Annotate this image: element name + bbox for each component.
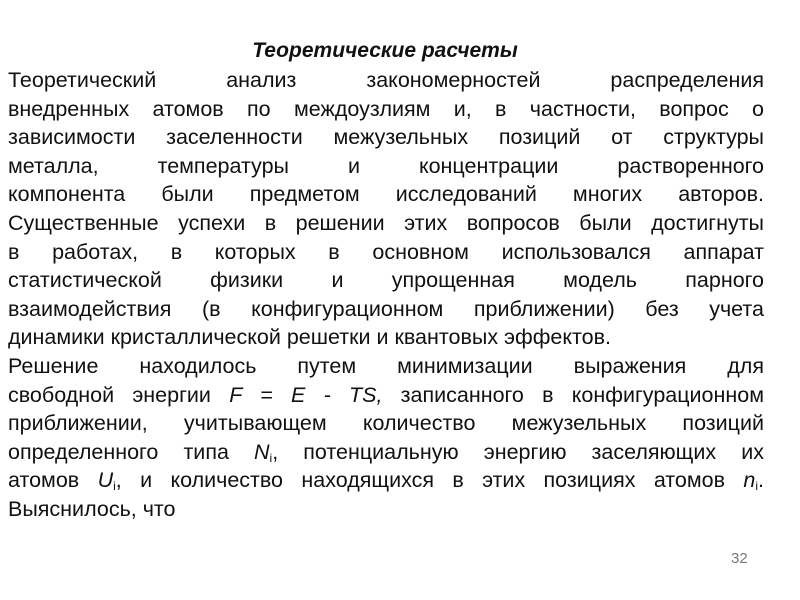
- text-line: [8, 466, 764, 495]
- text-line: приближении, учитывающем количество межузельных позиций: [8, 411, 764, 436]
- text-fragment: , и количество находящихся в этих позициях атомов: [115, 468, 744, 493]
- text-line: статистической физики и упрощенная модель парного: [8, 268, 764, 293]
- text-line: Выяснилось, что: [8, 496, 176, 521]
- symbol-U: U: [97, 468, 114, 493]
- text-fragment: атомов: [8, 468, 98, 493]
- paragraph-1: [8, 66, 764, 352]
- text-fragment: определенного типа: [8, 439, 255, 464]
- text-line: Теоретический анализ закономерностей распределения: [8, 68, 764, 92]
- text-line: компонента были предметом исследований многих авторов.: [8, 182, 764, 207]
- text-line: внедренных атомов по междоузлиям и, в частности, вопрос о: [8, 96, 764, 121]
- text-line: Существенные успехи в решении этих вопросов были достигнуты: [8, 210, 764, 235]
- text-line: [8, 381, 764, 410]
- text-line: зависимости заселенности межузельных позиций от структуры: [8, 125, 764, 150]
- text-fragment: .: [758, 468, 765, 493]
- text-line: металла, температуры и концентрации растворенного: [8, 153, 764, 178]
- slide-body: [8, 66, 764, 524]
- text-fragment: записанного в конфигурационном: [382, 382, 764, 407]
- text-fragment: свободной энергии: [8, 382, 230, 407]
- slide-title: Теоретические расчеты: [252, 39, 518, 62]
- text-line: [8, 438, 764, 467]
- formula-free-energy: F = E - TS,: [229, 382, 383, 407]
- page-number: 32: [731, 550, 748, 567]
- text-line: взаимодействия (в конфигурационном приближении) без учета: [8, 296, 764, 321]
- paragraph-2: [8, 352, 764, 524]
- text-line: Решение находилось путем минимизации выражения для: [8, 353, 764, 378]
- symbol-n: n: [743, 468, 756, 493]
- text-line: динамики кристаллической решетки и квантовых эффектов.: [8, 325, 611, 350]
- subscript-i: i: [755, 479, 759, 494]
- subscript-i: i: [269, 450, 273, 465]
- text-line: в работах, в которых в основном использовался аппарат: [8, 239, 764, 264]
- text-fragment: , потенциальную энергию заселяющих их: [272, 439, 764, 464]
- symbol-N: N: [254, 439, 270, 464]
- subscript-i: i: [113, 479, 116, 494]
